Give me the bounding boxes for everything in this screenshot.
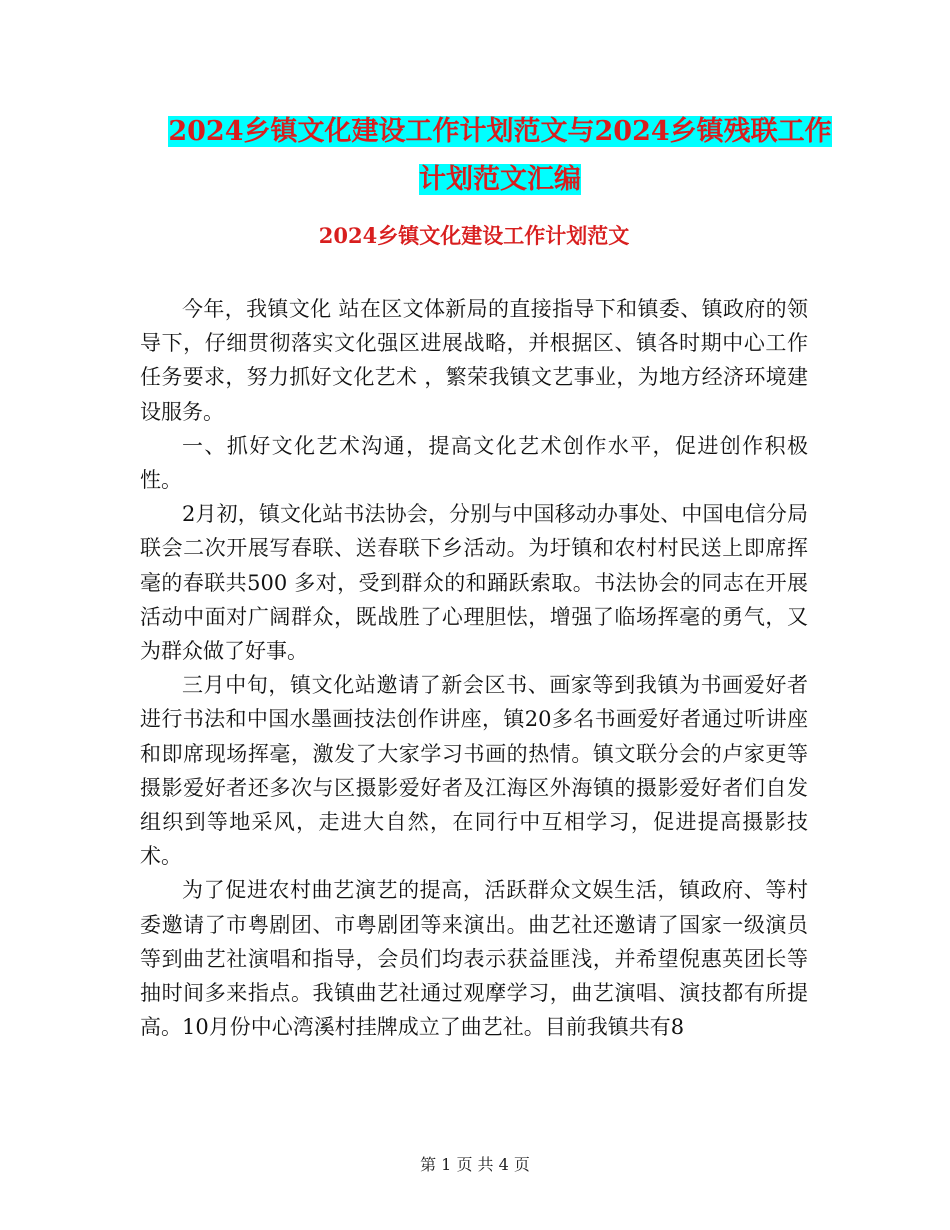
page-footer: 第 1 页 共 4 页: [420, 1155, 530, 1174]
paragraph: 一、抓好文化艺术沟通，提高文化艺术创作水平，促进创作积极性。: [140, 433, 808, 493]
document-body: [140, 292, 808, 1044]
paragraph: 2月初，镇文化站书法协会，分别与中国移动办事处、中国电信分局联会二次开展写春联、送春联下乡活动。为圩镇和农村村民送上即席挥毫的春联共500 多对，受到群众的和踊跃索取。书法协会的同志在开展活动中面对广阔群众，既战胜了心理胆怯，增强了临场挥毫的勇气，又为群众做了好事。: [140, 502, 808, 664]
section-title: 2024乡镇文化建设工作计划范文: [318, 223, 630, 248]
paragraph: 为了促进农村曲艺演艺的提高，活跃群众文娱生活，镇政府、等村委邀请了市粤剧团、市粤剧团等来演出。曲艺社还邀请了国家一级演员等到曲艺社演唱和指导，会员们均表示获益匪浅，并希望倪惠英团长等抽时间多来指点。我镇曲艺社通过观摩学习，曲艺演唱、演技都有所提高。10月份中心湾溪村挂牌成立了曲艺社。目前我镇共有8: [140, 878, 808, 1040]
document-title-line-2: 计划范文汇编: [419, 164, 581, 195]
paragraph: 三月中旬，镇文化站邀请了新会区书、画家等到我镇为书画爱好者进行书法和中国水墨画技法创作讲座，镇20多名书画爱好者通过听讲座和即席现场挥毫，激发了大家学习书画的热情。镇文联分会的卢家更等摄影爱好者还多次与区摄影爱好者及江海区外海镇的摄影爱好者们自发组织到等地采风，走进大自然，在同行中互相学习，促进提高摄影技术。: [140, 673, 808, 869]
paragraph: 今年，我镇文化 站在区文体新局的直接指导下和镇委、镇政府的领导下，仔细贯彻落实文化强区进展战略，并根据区、镇各时期中心工作任务要求，努力抓好文化艺术 ，繁荣我镇文艺事业，为地方经济环境建设服务。: [140, 297, 808, 424]
document-title: [140, 108, 860, 204]
document-title-line-1: 2024乡镇文化建设工作计划范文与2024乡镇残联工作: [168, 116, 832, 147]
